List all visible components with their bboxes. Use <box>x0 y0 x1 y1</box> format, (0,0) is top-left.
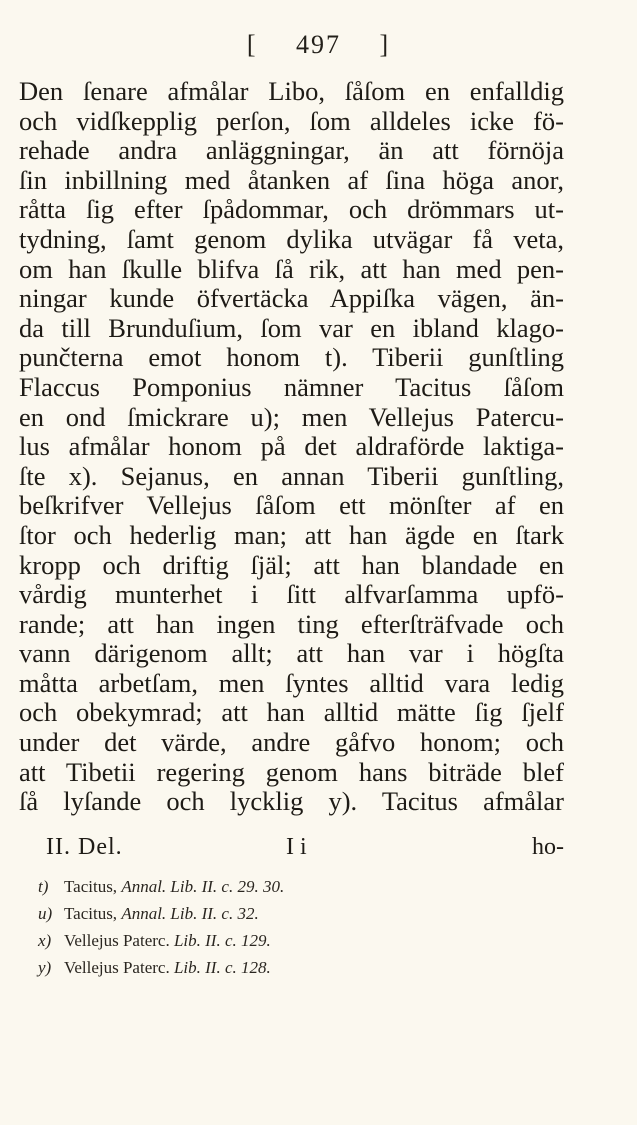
text-line: och obekymrad; att han alltid mätte ſig ſjelf <box>19 697 564 728</box>
text-line: ſte x). Sejanus, en annan Tiberii gunſtling, <box>19 460 564 491</box>
text-line: råtta ſig efter ſpådommar, och drömmars ut- <box>19 194 564 225</box>
text-line: måtta arbetſam, men ſyntes alltid vara ledig <box>19 667 564 698</box>
text-line: punčterna emot honom t). Tiberii gunſtling <box>19 342 564 373</box>
page-header <box>0 30 637 60</box>
footnote-mark: x) <box>38 931 52 950</box>
signature-mark: II. Del. <box>46 834 123 860</box>
text-line: ſin inbillning med åtanken af ſina höga anor, <box>19 164 564 195</box>
footnote-author: Tacitus, <box>63 877 118 896</box>
text-line: rehade andra anläggningar, än att förnöja <box>19 135 564 166</box>
text-line: rande; att han ingen ting efterſträfvade och <box>19 608 564 639</box>
text-line: Den ſenare afmålar Libo, ſåſom en enfalldig <box>19 76 564 106</box>
text-line: ſtor och hederlig man; att han ägde en ſtark <box>19 519 564 550</box>
text-line: och vidſkepplig perſon, ſom alldeles icke fö- <box>19 105 564 136</box>
header-right-bracket: ] <box>379 30 391 59</box>
footnote-author: Vellejus Paterc. <box>63 931 170 950</box>
catchword: ho- <box>532 834 564 860</box>
text-line: ſå lyſande och lycklig y). Tacitus afmålar <box>19 786 564 817</box>
footnote <box>38 954 558 981</box>
footnote-author: Vellejus Paterc. <box>63 958 170 977</box>
text-line: under det värde, andre gåfvo honom; och <box>19 727 564 758</box>
text-line: kropp och driftig ſjäl; att han blandade en <box>19 549 564 580</box>
text-line: om han ſkulle blifva ſå rik, att han med pen- <box>19 253 564 284</box>
footnote <box>38 873 558 900</box>
footnote-author: Tacitus, <box>63 904 118 923</box>
text-line: lus afmålar honom på det aldraförde laktiga- <box>19 431 564 462</box>
text-line: vann därigenom allt; att han var i högſta <box>19 638 564 669</box>
footnote-mark: y) <box>38 958 52 977</box>
body-text <box>19 77 564 817</box>
text-line: att Tibetii regering genom hans biträde blef <box>19 756 564 787</box>
footnote-reference: Annal. Lib. II. c. 32. <box>121 904 259 923</box>
text-line: ningar kunde öfvertäcka Appiſka vägen, än- <box>19 283 564 314</box>
footnote-reference: Lib. II. c. 129. <box>173 931 271 950</box>
text-line: en ond ſmickrare u); men Vellejus Patercu- <box>19 401 564 432</box>
sheet-mark: I i <box>286 834 307 860</box>
text-line: Flaccus Pomponius nämner Tacitus ſåſom <box>19 371 564 402</box>
footnote <box>38 900 558 927</box>
footnote-reference: Lib. II. c. 128. <box>173 958 271 977</box>
text-line: da till Brunduſium, ſom var en ibland klago- <box>19 312 564 343</box>
footnote-mark: u) <box>38 904 53 923</box>
text-line: vårdig munterhet i ſitt alfvarſamma upfö- <box>19 579 564 610</box>
footnotes <box>38 873 558 981</box>
header-left-bracket: [ <box>246 30 258 59</box>
text-line: tydning, ſamt genom dylika utvägar få veta, <box>19 223 564 254</box>
footnote-reference: Annal. Lib. II. c. 29. 30. <box>121 877 285 896</box>
page-number: 497 <box>296 30 341 59</box>
footnote-mark: t) <box>38 877 49 896</box>
footnote <box>38 927 558 954</box>
text-line: beſkrifver Vellejus ſåſom ett mönſter af en <box>19 490 564 521</box>
